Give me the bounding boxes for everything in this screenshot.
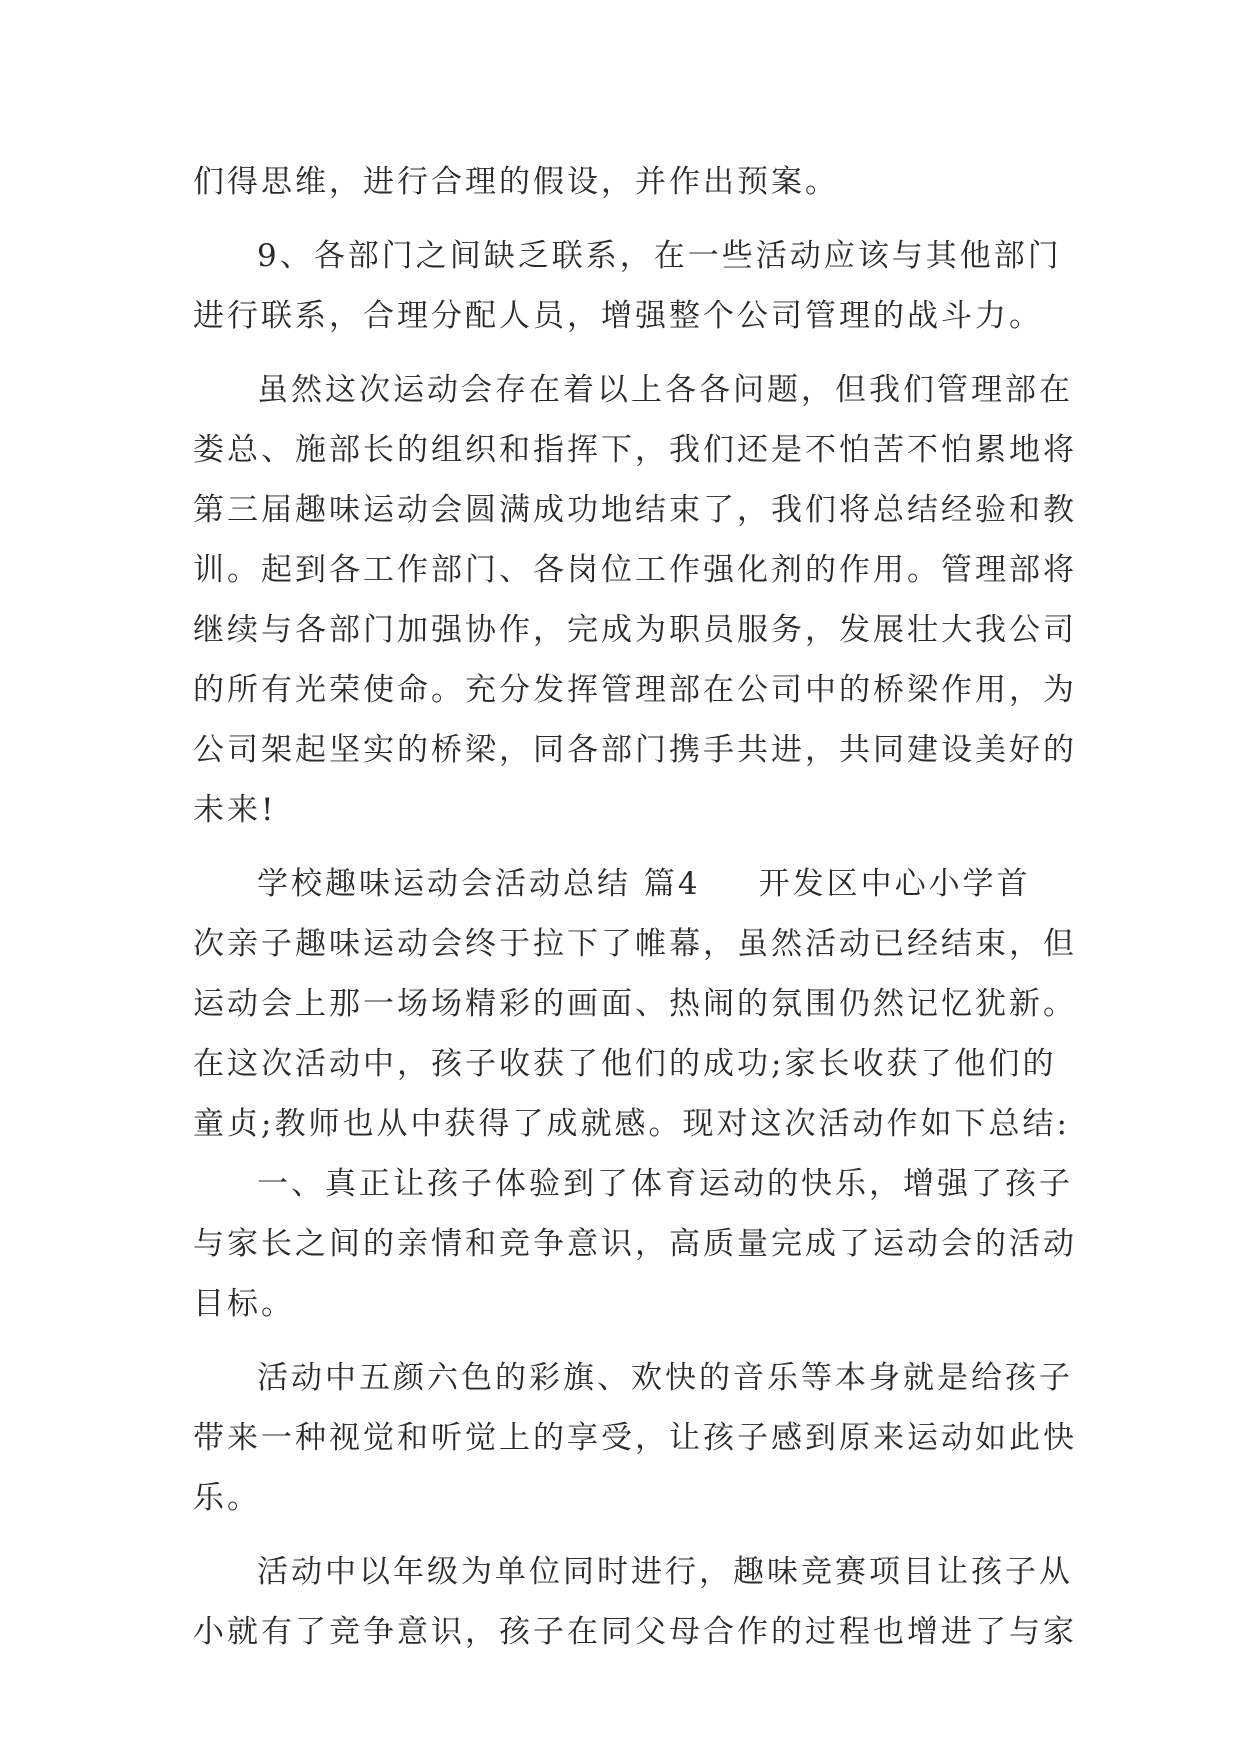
paragraph-line: 次亲子趣味运动会终于拉下了帷幕，虽然活动已经结束，但 <box>193 926 1077 962</box>
paragraph-line: 运动会上那一场场精彩的画面、热闹的氛围仍然记忆犹新。 <box>193 986 1077 1022</box>
paragraph-text: 开发区中心小学首 <box>758 866 1031 902</box>
paragraph-line: 在这次活动中，孩子收获了他们的成功;家长收获了他们的 <box>193 1046 1057 1082</box>
paragraph-line: 未来! <box>193 792 277 828</box>
section-heading: 学校趣味运动会活动总结 篇4 <box>257 866 701 902</box>
paragraph-line: 训。起到各工作部门、各岗位工作强化剂的作用。管理部将 <box>193 552 1077 588</box>
paragraph-line: 童贞;教师也从中获得了成就感。现对这次活动作如下总结: <box>193 1106 1070 1142</box>
paragraph-line: 公司架起坚实的桥梁，同各部门携手共进，共同建设美好的 <box>193 732 1077 768</box>
paragraph-line: 9、各部门之间缺乏联系，在一些活动应该与其他部门 <box>257 238 1062 274</box>
paragraph-line: 们得思维，进行合理的假设，并作出预案。 <box>193 164 839 200</box>
paragraph-line: 活动中以年级为单位同时进行，趣味竞赛项目让孩子从 <box>257 1554 1073 1590</box>
paragraph-line: 小就有了竞争意识，孩子在同父母合作的过程也增进了与家 <box>193 1614 1077 1650</box>
paragraph-line: 目标。 <box>193 1286 295 1322</box>
paragraph-line: 的所有光荣使命。充分发挥管理部在公司中的桥梁作用，为 <box>193 672 1077 708</box>
paragraph-line: 虽然这次运动会存在着以上各各问题，但我们管理部在 <box>257 372 1073 408</box>
paragraph-line: 娄总、施部长的组织和指挥下，我们还是不怕苦不怕累地将 <box>193 432 1077 468</box>
paragraph-line: 带来一种视觉和听觉上的享受，让孩子感到原来运动如此快 <box>193 1420 1077 1456</box>
section-heading-line <box>193 854 1063 914</box>
paragraph-line: 一、真正让孩子体验到了体育运动的快乐，增强了孩子 <box>257 1166 1073 1202</box>
paragraph-line: 活动中五颜六色的彩旗、欢快的音乐等本身就是给孩子 <box>257 1360 1073 1396</box>
paragraph-line: 与家长之间的亲情和竞争意识，高质量完成了运动会的活动 <box>193 1226 1077 1262</box>
paragraph-line: 第三届趣味运动会圆满成功地结束了，我们将总结经验和教 <box>193 492 1077 528</box>
paragraph-line: 继续与各部门加强协作，完成为职员服务，发展壮大我公司 <box>193 612 1077 648</box>
document-body <box>193 152 1077 1662</box>
paragraph-line: 进行联系，合理分配人员，增强整个公司管理的战斗力。 <box>193 298 1043 334</box>
paragraph-line: 乐。 <box>193 1480 261 1516</box>
